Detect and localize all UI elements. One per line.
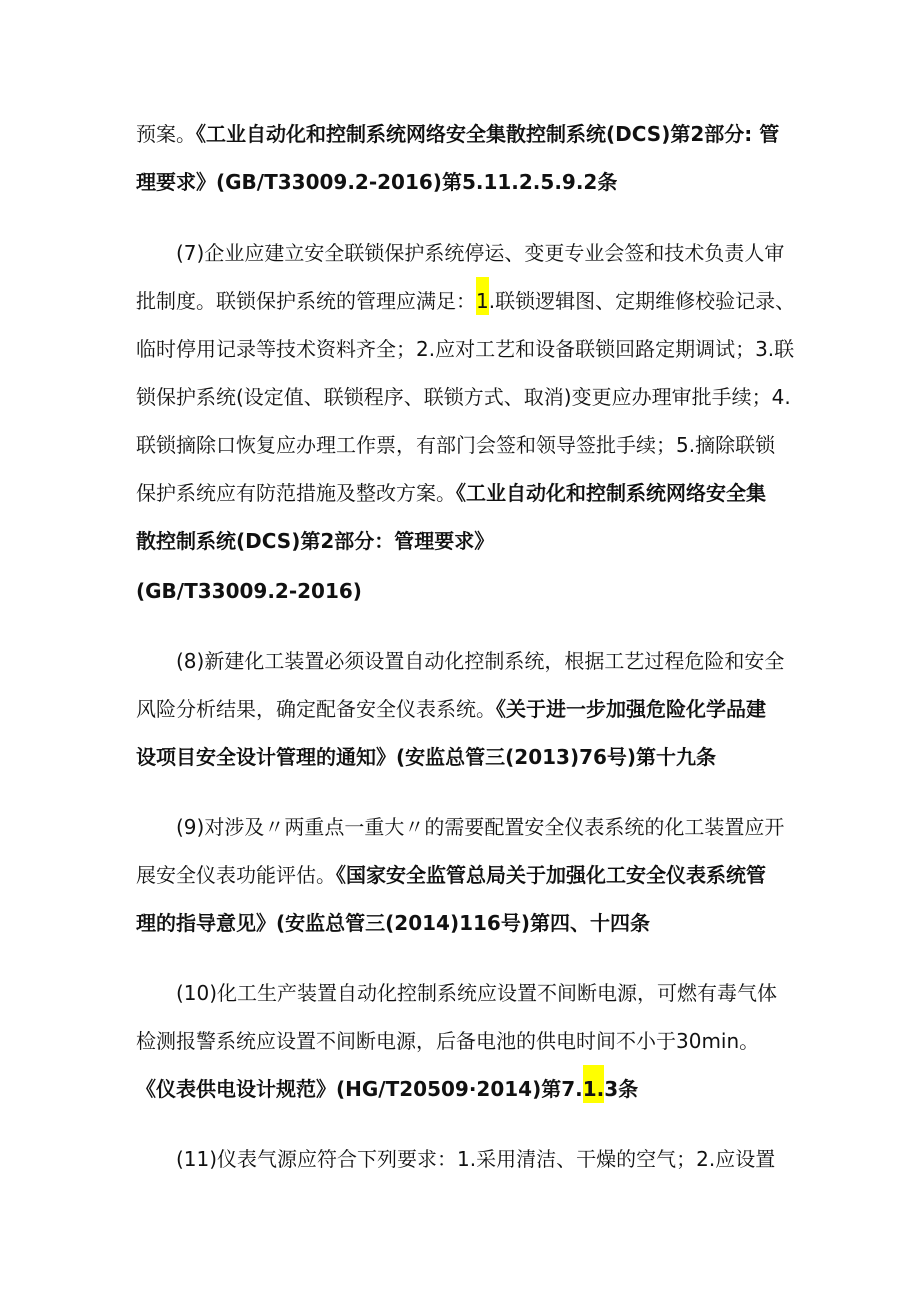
p7-line-2 xyxy=(136,287,795,315)
p8-line-3: 设项目安全设计管理的通知》(安监总管三(2013)76号)第十九条 xyxy=(136,745,717,769)
p9-citation: 《国家安全监管总局关于加强化工安全仪表系统管 xyxy=(336,863,766,887)
p7-text-cont: .联锁逻辑图、定期维修校验记录、 xyxy=(488,289,796,313)
p10-line-1: (10)化工生产装置自动化控制系统应设置不间断电源，可燃有毒气体 xyxy=(176,981,778,1005)
p10-line-3 xyxy=(136,1075,638,1103)
p9-text: 展安全仪表功能评估。 xyxy=(136,863,336,887)
p6-citation: 《工业自动化和控制系统网络安全集散控制系统(DCS)第2部分: 管 xyxy=(196,122,780,146)
p6-text: 预案。 xyxy=(136,122,196,146)
p8-text: 风险分析结果，确定配备安全仪表系统。 xyxy=(136,697,496,721)
p7-citation: 《工业自动化和控制系统网络安全集 xyxy=(456,481,766,505)
p10-line-2: 检测报警系统应设置不间断电源，后备电池的供电时间不小于30min。 xyxy=(136,1029,760,1053)
p10-citation: 《仪表供电设计规范》(HG/T20509·2014)第7. xyxy=(136,1077,583,1101)
p9-line-2 xyxy=(136,861,766,889)
p9-line-3: 理的指导意见》(安监总管三(2014)116号)第四、十四条 xyxy=(136,911,650,935)
p11-line-1: (11)仪表气源应符合下列要求：1.采用清洁、干燥的空气；2.应设置 xyxy=(176,1147,776,1171)
highlight-mark: 1 xyxy=(476,277,489,315)
highlight-mark: 1. xyxy=(583,1065,605,1103)
p7-line-3: 临时停用记录等技术资料齐全；2.应对工艺和设备联锁回路定期调试；3.联 xyxy=(136,337,795,361)
p7-text: 批制度。联锁保护系统的管理应满足： xyxy=(136,289,476,313)
p8-citation: 《关于进一步加强危险化学品建 xyxy=(496,697,766,721)
p7-line-6 xyxy=(136,479,766,507)
p6-line-2: 理要求》(GB/T33009.2-2016)第5.11.2.5.9.2条 xyxy=(136,170,618,194)
p6-line-1 xyxy=(136,120,779,148)
p9-line-1: (9)对涉及〃两重点一重大〃的需要配置安全仪表系统的化工装置应开 xyxy=(176,815,785,839)
p8-line-2 xyxy=(136,695,766,723)
p10-citation-cont: 3条 xyxy=(604,1077,639,1101)
p7-line-1: (7)企业应建立安全联锁保护系统停运、变更专业会签和技术负责人审 xyxy=(176,241,785,265)
p7-line-4: 锁保护系统(设定值、联锁程序、联锁方式、取消)变更应办理审批手续；4. xyxy=(136,385,791,409)
p7-line-7: 散控制系统(DCS)第2部分：管理要求》 xyxy=(136,529,495,553)
p7-text: 保护系统应有防范措施及整改方案。 xyxy=(136,481,456,505)
p8-line-1: (8)新建化工装置必须设置自动化控制系统，根据工艺过程危险和安全 xyxy=(176,649,785,673)
p7-line-8: (GB/T33009.2-2016) xyxy=(136,579,362,603)
p7-line-5: 联锁摘除口恢复应办理工作票，有部门会签和领导签批手续；5.摘除联锁 xyxy=(136,433,776,457)
